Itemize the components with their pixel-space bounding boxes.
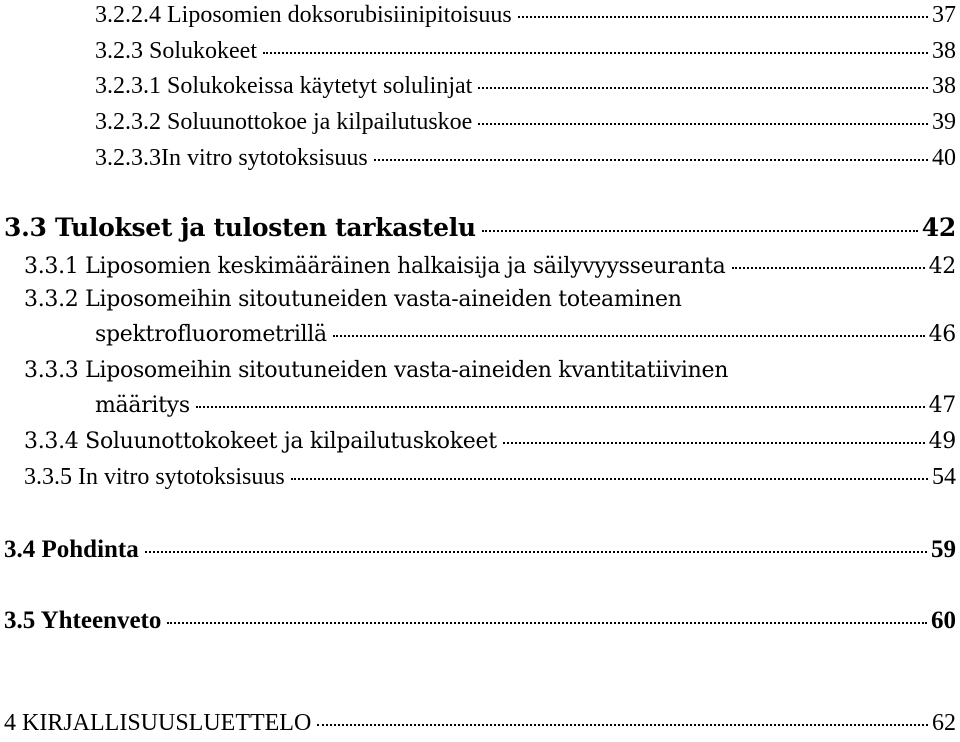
toc-page-number: 49 [928,429,956,454]
toc-entry-section[interactable] [4,607,960,635]
toc-entry[interactable] [24,429,960,454]
toc-page-number: 38 [932,38,956,64]
toc-page-number: 42 [921,213,956,242]
toc-entry-label: 3.3.2 Liposomeihin sitoutuneiden vasta-aineiden toteaminen [24,287,682,312]
toc-page-number: 38 [932,73,956,99]
toc-entry-label: 3.2.2.4 Liposomien doksorubisiinipitoisuus [95,2,512,28]
toc-entry-chapter[interactable] [4,710,960,737]
toc-entry-first-line[interactable] [24,287,682,312]
toc-page-number: 39 [932,109,956,135]
toc-entry-label: 3.2.3 Solukokeet [95,38,257,64]
toc-entry-label: 3.5 Yhteenveto [4,607,162,634]
toc-entry[interactable] [95,145,960,172]
dot-leader [196,406,925,408]
dot-leader [478,123,928,125]
toc-entry-label: 3.2.3.3In vitro sytotoksisuus [95,145,368,171]
dot-leader [518,16,928,18]
toc-entry-label: 3.4 Pohdinta [4,536,139,563]
toc-page-number: 47 [928,393,956,418]
dot-leader [333,335,925,337]
toc-entry-label: spektrofluorometrillä [95,322,327,347]
dot-leader [482,230,918,232]
toc-entry-label: 3.3.4 Soluunottokokeet ja kilpailutuskokeet [24,429,497,454]
toc-page-number: 54 [932,464,956,490]
dot-leader [291,478,928,480]
toc-entry-section[interactable] [4,536,960,564]
toc-page-number: 40 [932,145,956,171]
toc-page-number: 42 [928,254,956,279]
toc-entry-continuation[interactable] [95,322,960,347]
toc-entry-section[interactable] [4,213,960,242]
toc-entry-label: 3.2.3.1 Solukokeissa käytetyt solulinjat [95,73,473,99]
toc-entry-label: 3.2.3.2 Soluunottokoe ja kilpailutuskoe [95,109,473,135]
toc-page-number: 59 [931,536,956,563]
toc-entry-label: 3.3.5 In vitro sytotoksisuus [24,464,285,490]
dot-leader [145,551,927,553]
toc-page-number: 62 [932,710,956,736]
dot-leader [374,159,928,161]
toc-entry-label: 3.3.1 Liposomien keskimääräinen halkaisija ja säilyvyysseuranta [24,254,726,279]
toc-entry-label: 3.3 Tulokset ja tulosten tarkastelu [4,213,476,242]
dot-leader [478,87,928,89]
dot-leader [503,442,925,444]
toc-page-number: 60 [931,607,956,634]
dot-leader [167,622,927,624]
toc-entry-label: 3.3.3 Liposomeihin sitoutuneiden vasta-aineiden kvantitatiivinen [24,358,729,383]
toc-entry[interactable] [24,464,960,491]
toc-entry[interactable] [95,109,960,136]
toc-entry-label: 4 KIRJALLISUUSLUETTELO [4,710,312,736]
dot-leader [317,724,928,726]
toc-entry-continuation[interactable] [95,393,960,418]
dot-leader [732,267,925,269]
toc-entry[interactable] [95,73,960,100]
toc-entry[interactable] [95,38,960,65]
toc-entry[interactable] [24,254,960,279]
toc-page-number: 46 [928,322,956,347]
toc-entry-first-line[interactable] [24,358,728,383]
toc-entry-label: määritys [95,393,190,418]
toc-entry[interactable] [95,2,960,29]
dot-leader [263,52,928,54]
toc-page-number: 37 [932,2,956,28]
